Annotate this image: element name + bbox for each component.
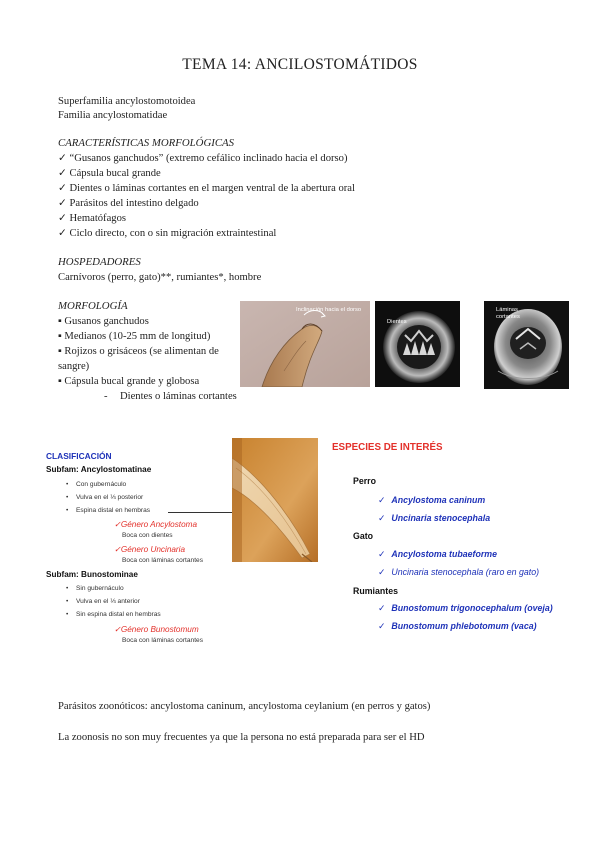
worm-head-image <box>240 301 370 387</box>
genero-ancylostoma-desc: Boca con dientes <box>122 532 173 539</box>
worm-head-drawing <box>240 301 370 387</box>
check-icon: ✓ <box>378 513 386 523</box>
subfam1-item: Con gubernáculo <box>76 481 127 488</box>
host-gato: Gato <box>353 531 374 541</box>
morfologia-subitem: Dientes o láminas cortantes <box>120 391 237 402</box>
genero-ancylostoma: ✓Género Ancylostoma <box>114 520 198 529</box>
morfologia-item: ▪ Cápsula bucal grande y globosa <box>58 376 200 387</box>
bullet: • <box>66 494 69 501</box>
subfam2-item: Sin gubernáculo <box>76 585 124 592</box>
morfologia-item: ▪ Rojizos o grisáceos (se alimentan de <box>58 346 219 357</box>
genero-uncinaria: ✓Género Uncinaria <box>114 545 186 554</box>
morfologia-item: sangre) <box>58 361 90 372</box>
genero-bunostomum: ✓Género Bunostomum <box>114 625 199 634</box>
check-icon: ✓ <box>378 495 386 505</box>
host-perro: Perro <box>353 476 376 486</box>
bullet: • <box>66 611 69 618</box>
image-label-laminas-2: cortantes <box>496 314 520 320</box>
laminas-sem-image <box>484 301 569 389</box>
superfamily-text: Superfamilia ancylostomotoidea <box>58 96 196 107</box>
bullet: • <box>66 481 69 488</box>
check-icon: ✓ <box>378 567 386 577</box>
dientes-sem-image <box>375 301 460 387</box>
pointer-line <box>168 512 236 513</box>
check-icon: ✓ <box>378 603 386 613</box>
host-rumiantes: Rumiantes <box>353 586 398 596</box>
subfam2-item: Sin espina distal en hembras <box>76 611 161 618</box>
zoonotic-paragraph: Parásitos zoonóticos: ancylostoma caninum, ancylostoma ceylanium (en perros y gatos) <box>58 701 431 712</box>
species-uncinaria-stenocephala: Uncinaria stenocephala <box>391 513 491 523</box>
species-ancylostoma-caninum: Ancylostoma caninum <box>391 495 486 505</box>
hospedadores-heading: HOSPEDADORES <box>58 256 141 268</box>
morfologia-heading: MORFOLOGÍA <box>58 300 128 312</box>
image-label-laminas-1: Láminas <box>496 307 518 313</box>
species-ancylostoma-tubaeforme: Ancylostoma tubaeforme <box>391 549 497 559</box>
species-bunostomum-trigonocephalum: Bunostomum trigonocephalum (oveja) <box>391 603 553 613</box>
hospedadores-text: Carnívoros (perro, gato)**, rumiantes*, hombre <box>58 272 262 283</box>
caracteristica-item: ✓ “Gusanos ganchudos” (extremo cefálico inclinado hacia el dorso) <box>58 153 348 164</box>
check-icon: ✓ <box>378 621 386 631</box>
caracteristicas-heading: CARACTERÍSTICAS MORFOLÓGICAS <box>58 137 235 149</box>
caracteristica-item: ✓ Dientes o láminas cortantes en el margen ventral de la abertura oral <box>58 183 355 194</box>
caracteristica-item: ✓ Cápsula bucal grande <box>58 168 161 179</box>
dientes-sem-drawing <box>375 301 460 387</box>
caracteristica-item: ✓ Ciclo directo, con o sin migración extraintestinal <box>58 228 277 239</box>
bullet: • <box>66 598 69 605</box>
species-bunostomum-phlebotomum: Bunostomum phlebotomum (vaca) <box>391 621 537 631</box>
zoonosis-paragraph: La zoonosis no son muy frecuentes ya que la persona no está preparada para ser el HD <box>58 732 425 743</box>
subfam-ancylostomatinae: Subfam: Ancylostomatinae <box>46 465 152 474</box>
image-label-inclinacion: Inclinación hacia el dorso <box>296 307 362 313</box>
species-uncinaria-gato: Uncinaria stenocephala (raro en gato) <box>391 567 540 577</box>
worm-tail-image <box>232 438 318 562</box>
subfam1-item: Vulva en el ⅓ posterior <box>76 494 144 501</box>
genero-uncinaria-desc: Boca con láminas cortantes <box>122 557 203 564</box>
family-text: Familia ancylostomatidae <box>58 110 168 121</box>
caracteristica-item: ✓ Parásitos del intestino delgado <box>58 198 199 209</box>
especies-heading: ESPECIES DE INTERÉS <box>332 442 443 453</box>
genero-bunostomum-desc: Boca con láminas cortantes <box>122 637 203 644</box>
subfam-bunostominae: Subfam: Bunostominae <box>46 570 138 579</box>
morfologia-subbullet: - <box>104 391 108 402</box>
subfam2-item: Vulva en el ⅓ anterior <box>76 598 140 605</box>
bullet: • <box>66 585 69 592</box>
clasificacion-heading: CLASIFICACIÓN <box>46 451 112 461</box>
morfologia-item: ▪ Medianos (10-25 mm de longitud) <box>58 331 211 342</box>
worm-tail-drawing <box>232 438 318 562</box>
image-label-dientes: Dientes <box>387 319 407 325</box>
subfam1-item: Espina distal en hembras <box>76 507 151 514</box>
check-icon: ✓ <box>378 549 386 559</box>
morfologia-item: ▪ Gusanos ganchudos <box>58 316 149 327</box>
page-title: TEMA 14: ANCILOSTOMÁTIDOS <box>182 56 418 73</box>
caracteristica-item: ✓ Hematófagos <box>58 213 127 224</box>
bullet: • <box>66 507 69 514</box>
